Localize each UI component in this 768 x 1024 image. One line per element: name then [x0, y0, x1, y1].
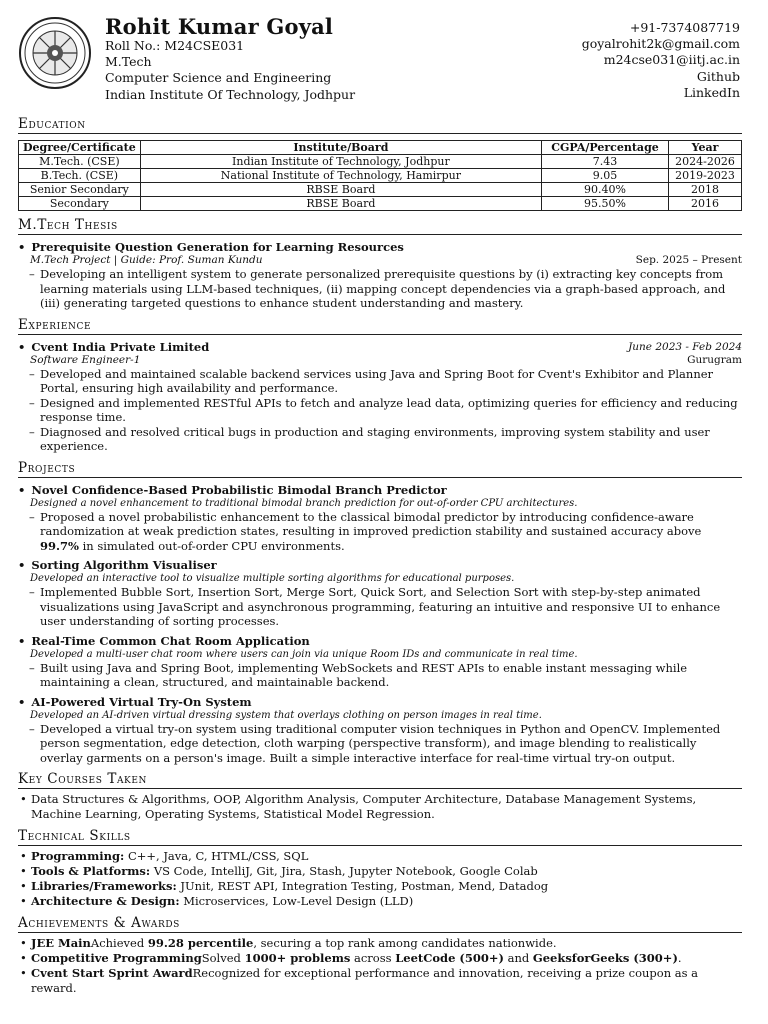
achievement-text: Achieved	[90, 936, 148, 950]
resume-header	[18, 14, 742, 110]
list-item	[31, 864, 742, 879]
project-entry	[18, 558, 742, 629]
skill-label: Libraries/Frameworks:	[31, 879, 177, 893]
project-title-row: • Sorting Algorithm Visualiser	[18, 558, 217, 572]
project-title: AI-Powered Virtual Try-On System	[31, 694, 252, 709]
table-row	[19, 169, 742, 183]
table-cell: 9.05	[542, 169, 669, 183]
project-points	[18, 585, 742, 629]
project-points	[18, 510, 742, 554]
skill-label: Architecture & Design:	[31, 894, 180, 908]
table-cell: RBSE Board	[140, 197, 541, 211]
github-link[interactable]: Github	[696, 68, 740, 84]
project-title-row: • AI-Powered Virtual Try-On System	[18, 694, 252, 709]
table-cell: 2024-2026	[669, 155, 742, 169]
department: Computer Science and Engineering	[105, 70, 332, 86]
list-item: – Built using Java and Spring Boot, implementing WebSockets and REST APIs to enable instant messaging while maintaining a clean, structured, and maintainable backend.	[40, 661, 742, 690]
education-table	[18, 140, 742, 211]
achievement-bold: 1000+ problems	[244, 951, 351, 965]
header-details	[105, 38, 355, 103]
table-cell: 2019-2023	[669, 169, 742, 183]
achievement-bold: 99.28 percentile	[147, 936, 254, 950]
linkedin-link[interactable]: LinkedIn	[683, 84, 740, 100]
achievement-text: across	[350, 951, 396, 965]
project-entry	[18, 695, 742, 766]
thesis-points	[18, 267, 742, 311]
table-row	[19, 197, 742, 211]
list-item	[31, 849, 742, 864]
job-location: Gurugram	[687, 353, 742, 366]
thesis-heading: M.Tech Thesis	[18, 217, 742, 235]
list-item	[31, 951, 742, 966]
table-header-row	[19, 141, 742, 155]
table-cell: RBSE Board	[140, 183, 541, 197]
projects-heading: Projects	[18, 460, 742, 478]
list-item: – Diagnosed and resolved critical bugs in production and staging environments, improving system stability and user experience.	[40, 425, 742, 454]
achievement-text: .	[677, 951, 682, 965]
degree: M.Tech	[105, 54, 152, 70]
point-text: Proposed a novel probabilistic enhancement to the classical bimodal predictor by introducing confidence-aware randomization at weak prediction states, resulting in improved prediction stability and sustained accuracy above	[40, 509, 702, 538]
column-header: CGPA/Percentage	[542, 141, 669, 155]
table-cell: 2016	[669, 197, 742, 211]
table-cell: Indian Institute of Technology, Jodhpur	[140, 155, 541, 169]
achievement-text: Solved	[201, 951, 245, 965]
achievement-bold: GeeksforGeeks (300+)	[532, 951, 678, 965]
roll-number: Roll No.: M24CSE031	[105, 38, 245, 53]
contact-info	[582, 20, 740, 101]
column-header: Degree/Certificate	[19, 141, 141, 155]
institute: Indian Institute Of Technology, Jodhpur	[105, 86, 356, 102]
candidate-name: Rohit Kumar Goyal	[105, 14, 334, 39]
experience-points	[18, 367, 742, 454]
skill-value: C++, Java, C, HTML/CSS, SQL	[127, 849, 309, 863]
project-title-row: • Novel Confidence-Based Probabilistic Bimodal Branch Predictor	[18, 482, 447, 497]
achievement-text: , securing a top rank among candidates nationwide.	[253, 936, 557, 950]
thesis-subtitle-row	[18, 254, 742, 267]
list-item	[31, 966, 742, 996]
project-title: Sorting Algorithm Visualiser	[31, 558, 217, 572]
iit-jodhpur-logo-icon	[18, 16, 92, 90]
achievements-list	[18, 936, 742, 996]
achievement-label: Competitive Programming	[31, 951, 202, 965]
list-item: • Data Structures & Algorithms, OOP, Algorithm Analysis, Computer Architecture, Database Management Systems, Machine Learning, Operating Systems, Statistical Model Regression.	[31, 792, 742, 822]
list-item: – Developed and maintained scalable backend services using Java and Spring Boot for Cvent's Exhibitor and Planner Portal, ensuring high availability and performance.	[40, 367, 742, 396]
table-cell: 7.43	[542, 155, 669, 169]
table-row	[19, 155, 742, 169]
email-institute-link[interactable]: m24cse031@iitj.ac.in	[603, 52, 740, 68]
project-description: Developed an interactive tool to visualize multiple sorting algorithms for educational purposes.	[30, 573, 515, 584]
list-item	[31, 936, 742, 951]
table-cell: M.Tech. (CSE)	[19, 155, 141, 169]
skills-list	[18, 849, 742, 909]
achievement-label: Cvent Start Sprint Award	[31, 966, 193, 980]
education-heading: Education	[18, 116, 742, 134]
project-entry	[18, 483, 742, 554]
list-item: – Designed and implemented RESTful APIs to fetch and analyze lead data, optimizing queries for efficiency and reducing response time.	[40, 396, 742, 425]
skill-value: Microservices, Low-Level Design (LLD)	[183, 894, 414, 908]
phone: +91-7374087719	[629, 20, 740, 35]
skills-heading: Technical Skills	[18, 828, 742, 846]
table-cell: 2018	[669, 183, 742, 197]
project-entry	[18, 634, 742, 690]
experience-heading: Experience	[18, 317, 742, 335]
table-cell: Secondary	[19, 197, 141, 211]
project-points	[18, 722, 742, 766]
achievements-heading: Achievements & Awards	[18, 915, 742, 933]
project-description: Developed an AI-driven virtual dressing system that overlays clothing on person images in real time.	[30, 709, 542, 721]
skill-label: Tools & Platforms:	[31, 864, 151, 878]
skill-label: Programming:	[31, 849, 125, 863]
project-title-row: • Real-Time Common Chat Room Application	[18, 633, 310, 648]
email-personal-link[interactable]: goyalrohit2k@gmail.com	[581, 36, 740, 52]
project-description: Developed a multi-user chat room where users can join via unique Room IDs and communicate in real time.	[30, 648, 578, 660]
table-cell: B.Tech. (CSE)	[19, 169, 141, 183]
company-name: Cvent India Private Limited	[31, 339, 210, 354]
table-cell: 95.50%	[542, 197, 669, 211]
skill-value: VS Code, IntelliJ, Git, Jira, Stash, Jupyter Notebook, Google Colab	[153, 864, 538, 878]
thesis-guide: M.Tech Project | Guide: Prof. Suman Kundu	[30, 254, 263, 266]
table-cell: National Institute of Technology, Hamirpur	[140, 169, 541, 183]
list-item	[40, 510, 742, 554]
table-cell: 90.40%	[542, 183, 669, 197]
experience-subtitle-row	[18, 354, 742, 367]
achievement-bold: LeetCode (500+)	[395, 951, 504, 965]
achievement-text: and	[503, 951, 533, 965]
experience-title-row: • Cvent India Private Limited June 2023 - Feb 2024	[18, 339, 742, 354]
thesis-title-row: • Prerequisite Question Generation for Learning Resources	[18, 240, 404, 254]
list-item: – Developed a virtual try-on system using traditional computer vision techniques in Python and OpenCV. Implemented person segmentation, edge detection, cloth warping (perspective transform), and image blending to realistically overlay garments on a person's image. Built a simple interactive interface for real-time virtual try-on output.	[40, 722, 742, 766]
skill-value: JUnit, REST API, Integration Testing, Postman, Mend, Datadog	[180, 879, 549, 893]
column-header: Year	[669, 141, 742, 155]
table-row	[19, 183, 742, 197]
list-item	[31, 879, 742, 894]
thesis-title: Prerequisite Question Generation for Learning Resources	[31, 240, 404, 254]
experience-entry	[18, 340, 742, 454]
list-item: – Implemented Bubble Sort, Insertion Sort, Merge Sort, Quick Sort, and Selection Sort with step-by-step animated visualizations using JavaScript and asynchronous programming, featuring an intuitive and responsive UI to enhance user understanding of sorting processes.	[40, 585, 742, 629]
achievement-label: JEE Main	[31, 936, 91, 950]
column-header: Institute/Board	[140, 141, 541, 155]
courses-heading: Key Courses Taken	[18, 771, 742, 789]
achievement-text: Recognized for exceptional performance and innovation, receiving a prize coupon as a reward.	[31, 966, 699, 995]
table-cell: Senior Secondary	[19, 183, 141, 197]
project-title: Real-Time Common Chat Room Application	[31, 633, 310, 648]
thesis-date: Sep. 2025 – Present	[635, 254, 742, 266]
list-item	[31, 894, 742, 909]
courses-list	[18, 792, 742, 822]
point-text: in simulated out-of-order CPU environments.	[78, 538, 345, 553]
list-item: – Developing an intelligent system to generate personalized prerequisite questions by (i) extracting key concepts from learning materials using LLM-based techniques, (ii) mapping concept dependencies via a graph-based approach, and (iii) generating targeted questions to enhance student understanding and mastery.	[40, 267, 742, 311]
project-description: Designed a novel enhancement to traditional bimodal branch prediction for out-of-order CPU architectures.	[30, 497, 578, 509]
point-bold: 99.7%	[40, 538, 79, 553]
project-title: Novel Confidence-Based Probabilistic Bimodal Branch Predictor	[31, 482, 447, 497]
thesis-entry	[18, 240, 742, 311]
project-points	[18, 661, 742, 690]
experience-date: June 2023 - Feb 2024	[628, 340, 742, 353]
job-role: Software Engineer-1	[30, 353, 141, 366]
